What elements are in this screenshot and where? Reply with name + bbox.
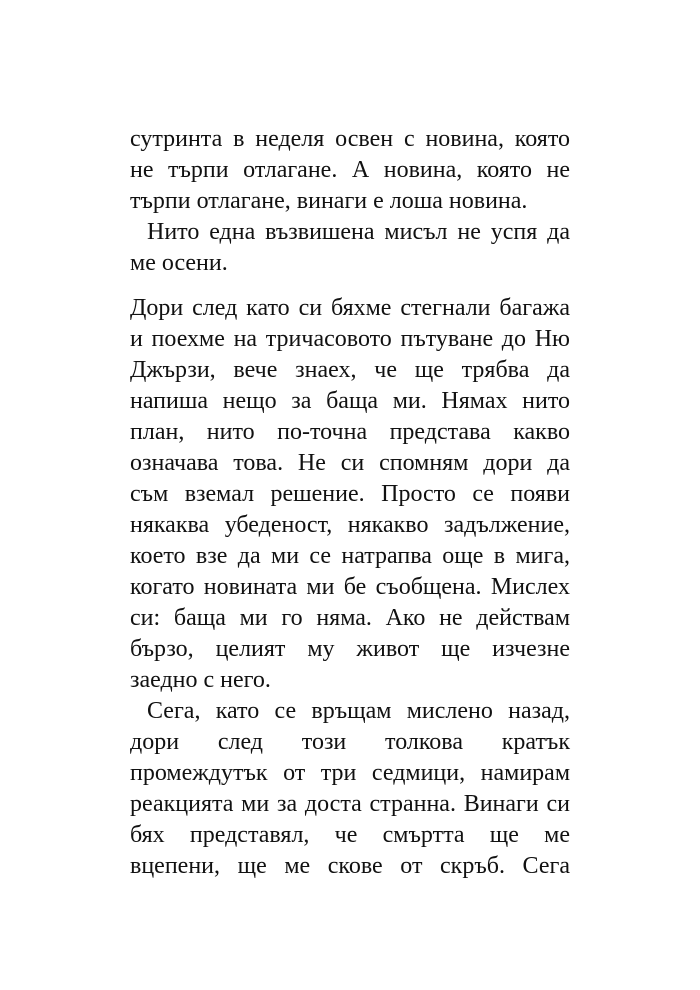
text-line: си: баща ми го няма. Ако не действам — [130, 605, 570, 631]
text-line: заедно с него. — [130, 667, 271, 693]
text-line: Нито една възвишена мисъл не успя да — [147, 219, 570, 245]
text-line: Сега, като се връщам мислено назад, — [147, 698, 570, 724]
paragraph-section-start — [130, 293, 570, 696]
text-line: бях представял, че смъртта ще ме — [130, 822, 570, 848]
text-line: бързо, целият му живот ще изчезне — [130, 636, 570, 662]
text-line: Дори след като си бяхме стегнали багажа — [130, 295, 570, 321]
text-line: дори след този толкова кратък — [130, 729, 570, 755]
text-line: някаква убеденост, някакво задължение, — [130, 512, 570, 538]
text-line: сутринта в неделя освен с новина, която — [130, 126, 570, 152]
text-line: реакцията ми за доста странна. Винаги си — [130, 791, 570, 817]
text-line: напиша нещо за баща ми. Нямах нито — [130, 388, 570, 414]
text-line: търпи отлагане, винаги е лоша новина. — [130, 188, 528, 214]
text-line: означава това. Не си спомням дори да — [130, 450, 570, 476]
text-line: ме осени. — [130, 250, 228, 276]
paragraph-reflection — [130, 696, 570, 882]
paragraph-short-thought — [130, 217, 570, 279]
text-line: когато новината ми бе съобщена. Мислех — [130, 574, 570, 600]
paragraph-continuation — [130, 124, 570, 217]
text-line: което взе да ми се натрапва още в мига, — [130, 543, 570, 569]
text-line: план, нито по-точна представа какво — [130, 419, 570, 445]
text-line: вцепени, ще ме скове от скръб. Сега — [130, 853, 570, 879]
text-line: промеждутък от три седмици, намирам — [130, 760, 570, 786]
text-line: не търпи отлагане. А новина, която не — [130, 157, 570, 183]
text-line: съм вземал решение. Просто се появи — [130, 481, 570, 507]
text-line: и поехме на тричасовото пътуване до Ню — [130, 326, 570, 352]
text-line: Джързи, вече знаех, че ще трябва да — [130, 357, 570, 383]
